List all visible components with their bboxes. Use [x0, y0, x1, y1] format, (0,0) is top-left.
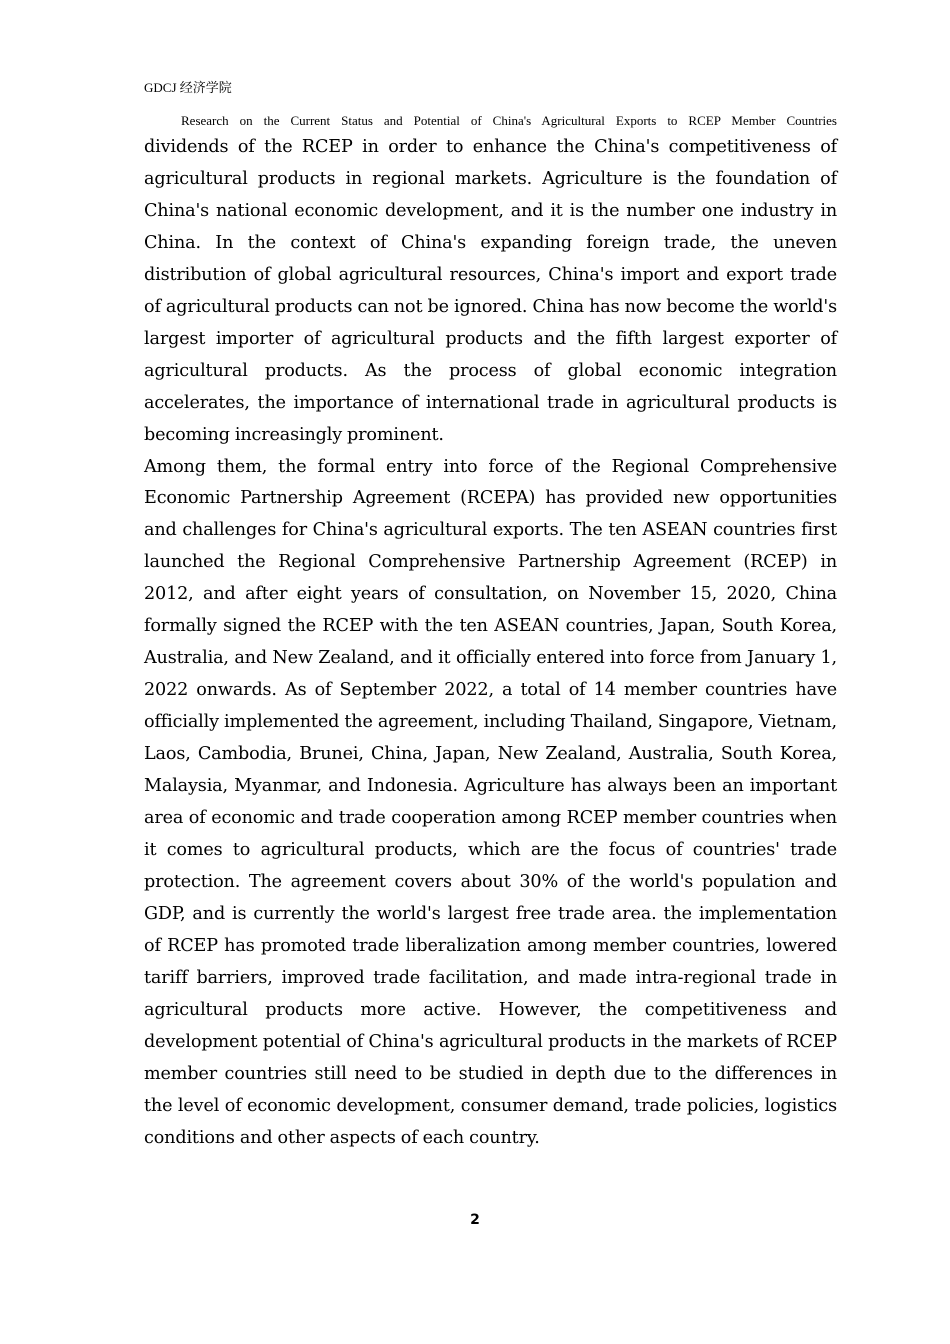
body-text	[144, 132, 837, 1155]
header-institution: GDCJ 经济学院	[144, 80, 232, 95]
page-number: 2	[470, 1212, 480, 1228]
paragraph-1: dividends of the RCEP in order to enhance the China's competitiveness of agricultural products in regional markets. Agriculture is the foundation of China's national economic development, and it is the number one industry in China. In the context of China's expanding foreign trade, the uneven distribution of global agricultural resources, China's import and export trade of agricultural products can not be ignored. China has now become the world's largest importer of agricultural products and the fifth largest exporter of agricultural products. As the process of global economic integration accelerates, the importance of international trade in agricultural products is becoming increasingly prominent.	[144, 137, 837, 445]
running-title: Research on the Current Status and Potential of China's Agricultural Exports to RCEP Member Countries	[181, 113, 837, 128]
paragraph-2: Among them, the formal entry into force of the Regional Comprehensive Economic Partnership Agreement (RCEPA) has provided new opportunities and challenges for China's agricultural exports. The ten ASEAN countries first launched the Regional Comprehensive Partnership Agreement (RCEP) in 2012, and after eight years of consultation, on November 15, 2020, China formally signed the RCEP with the ten ASEAN countries, Japan, South Korea, Australia, and New Zealand, and it officially entered into force from January 1, 2022 onwards. As of September 2022, a total of 14 member countries have officially implemented the agreement, including Thailand, Singapore, Vietnam, Laos, Cambodia, Brunei, China, Japan, New Zealand, Australia, South Korea, Malaysia, Myanmar, and Indonesia. Agriculture has always been an important area of economic and trade cooperation among RCEP member countries when it comes to agricultural products, which are the focus of countries' trade protection. The agreement covers about 30% of the world's population and GDP, and is currently the world's largest free trade area. the implementation of RCEP has promoted trade liberalization among member countries, lowered tariff barriers, improved trade facilitation, and made intra-regional trade in agricultural products more active. However, the competitiveness and development potential of China's agricultural products in the markets of RCEP member countries still need to be studied in depth due to the differences in the level of economic development, consumer demand, trade policies, logistics conditions and other aspects of each country.	[144, 456, 837, 1148]
